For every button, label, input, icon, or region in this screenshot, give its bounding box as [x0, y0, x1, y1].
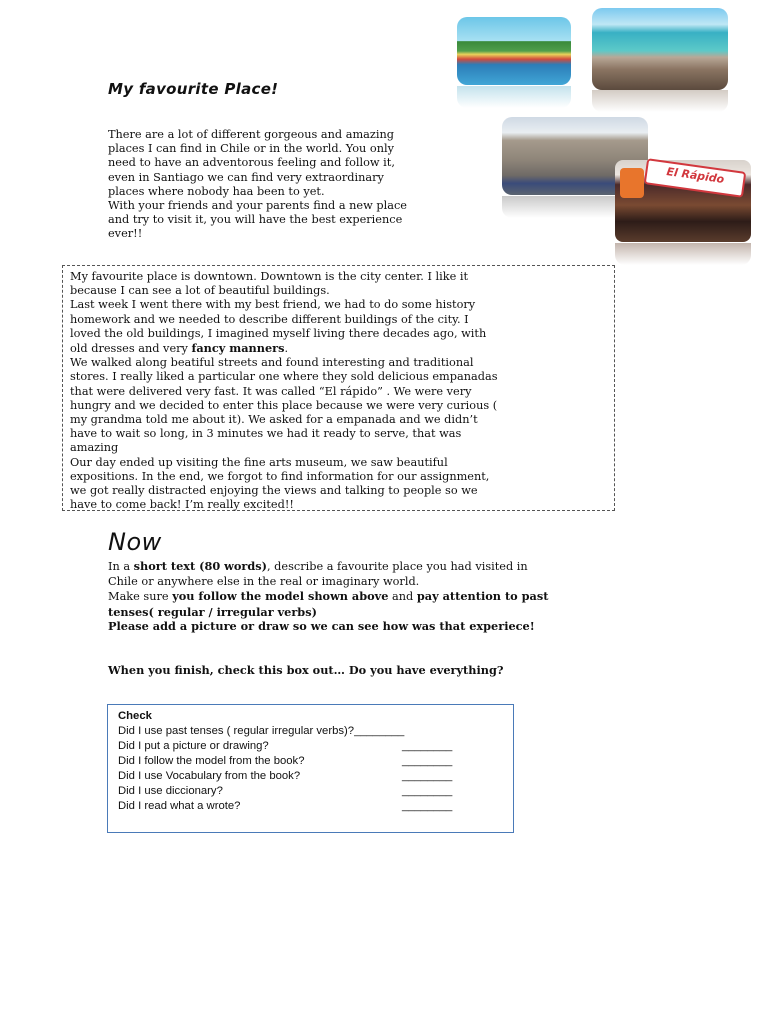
photo-reflection [592, 90, 728, 112]
model-text-span: . [284, 342, 289, 356]
model-text-span: old dresses and very [70, 342, 192, 356]
model-line: have to wait so long, in 3 minutes we had it ready to serve, that was [70, 427, 462, 441]
photo-stilt-houses [457, 17, 571, 85]
photo-reflection [615, 243, 751, 265]
store-sign-text: El Rápido [665, 165, 726, 187]
instruction-text: and [388, 590, 417, 604]
intro-line: places where nobody haa been to yet. [108, 184, 325, 198]
checklist-title: Check [118, 710, 152, 722]
checklist-item [118, 799, 453, 814]
instruction-line [108, 589, 648, 605]
intro-line: With your friends and your parents find a new place [108, 199, 407, 213]
model-line: have to come back! I’m really excited!! [70, 498, 294, 512]
model-line: Our day ended up visiting the fine arts museum, we saw beautiful [70, 455, 448, 469]
model-line: Last week I went there with my best friend, we had to do some history [70, 298, 476, 312]
instruction-line [108, 559, 648, 575]
checklist-item [118, 769, 453, 784]
fancy-manners-bold: fancy manners [191, 341, 285, 356]
checklist-item [118, 724, 404, 739]
instruction-line: Please add a picture or draw so we can see how was that experiece! [108, 619, 535, 634]
page-title: My favourite Place! [108, 80, 279, 98]
checklist-question: Did I use diccionary? [118, 785, 223, 797]
checklist-blank[interactable]: ________ [402, 740, 453, 752]
follow-model-bold: you follow the model shown above [172, 589, 389, 604]
intro-line: There are a lot of different gorgeous and amazing [108, 128, 394, 141]
checklist-blank[interactable]: ________ [402, 800, 453, 812]
intro-paragraph [108, 128, 493, 242]
checklist-item [118, 739, 453, 754]
store-badge [620, 168, 644, 198]
model-line: homework and we needed to describe different buildings of the city. I [70, 312, 469, 326]
instruction-text: Make sure [108, 590, 173, 604]
model-line: We walked along beatiful streets and found interesting and traditional [70, 356, 474, 370]
now-heading: Now [108, 528, 162, 556]
checklist-blank[interactable]: ________ [402, 770, 453, 782]
checklist-question: Did I follow the model from the book? [118, 755, 305, 767]
intro-line: places I can find in Chile or in the world. You only [108, 142, 394, 156]
intro-line: even in Santiago we can find very extraordinary [108, 170, 384, 184]
short-text-bold: short text (80 words) [133, 559, 267, 573]
model-line: because I can see a lot of beautiful buildings. [70, 284, 330, 298]
past-tenses-bold: pay attention to past [416, 589, 549, 604]
instruction-text: , describe a favourite place you had visited in [266, 560, 528, 573]
instructions [108, 559, 648, 634]
intro-line: need to have an adventorous feeling and follow it, [108, 156, 395, 170]
model-line: amazing [70, 441, 119, 455]
checklist-blank[interactable]: ________ [402, 785, 453, 797]
model-line: expositions. In the end, we forgot to find information for our assignment, [70, 469, 490, 483]
photo-beach [592, 8, 728, 90]
model-line: loved the old buildings, I imagined myself living there decades ago, with [70, 326, 487, 340]
checklist-blank[interactable]: ________ [402, 755, 453, 767]
checklist-question: Did I use past tenses ( regular irregular verbs)?________ [118, 725, 405, 737]
model-text [70, 270, 615, 512]
checklist-question: Did I read what a wrote? [118, 800, 241, 812]
instruction-text: In a [108, 560, 134, 573]
instruction-line: Chile or anywhere else in the real or imaginary world. [108, 574, 420, 588]
model-line: My favourite place is downtown. Downtown is the city center. I like it [70, 270, 469, 283]
checklist-question: Did I use Vocabulary from the book? [118, 770, 301, 782]
model-line: stores. I really liked a particular one where they sold delicious empanadas [70, 370, 498, 384]
checklist-item [118, 784, 453, 799]
intro-line: ever!! [108, 227, 143, 241]
model-line: that were delivered very fast. It was called “El rápido” . We were very [70, 384, 472, 398]
intro-line: and try to visit it, you will have the best experience [108, 213, 403, 227]
photo-reflection [457, 86, 571, 108]
finish-instruction: When you finish, check this box out… Do you have everything? [108, 663, 504, 677]
checklist-question: Did I put a picture or drawing? [118, 740, 269, 752]
model-line: hungry and we decided to enter this place because we were very curious ( [70, 398, 498, 412]
model-line [70, 341, 615, 356]
model-line: my grandma told me about it). We asked for a empanada and we didn’t [70, 413, 478, 427]
instruction-line: tenses( regular / irregular verbs) [108, 604, 317, 619]
model-line: we got really distracted enjoying the views and talking to people so we [70, 484, 478, 498]
checklist-item [118, 754, 453, 769]
checklist [118, 709, 453, 814]
